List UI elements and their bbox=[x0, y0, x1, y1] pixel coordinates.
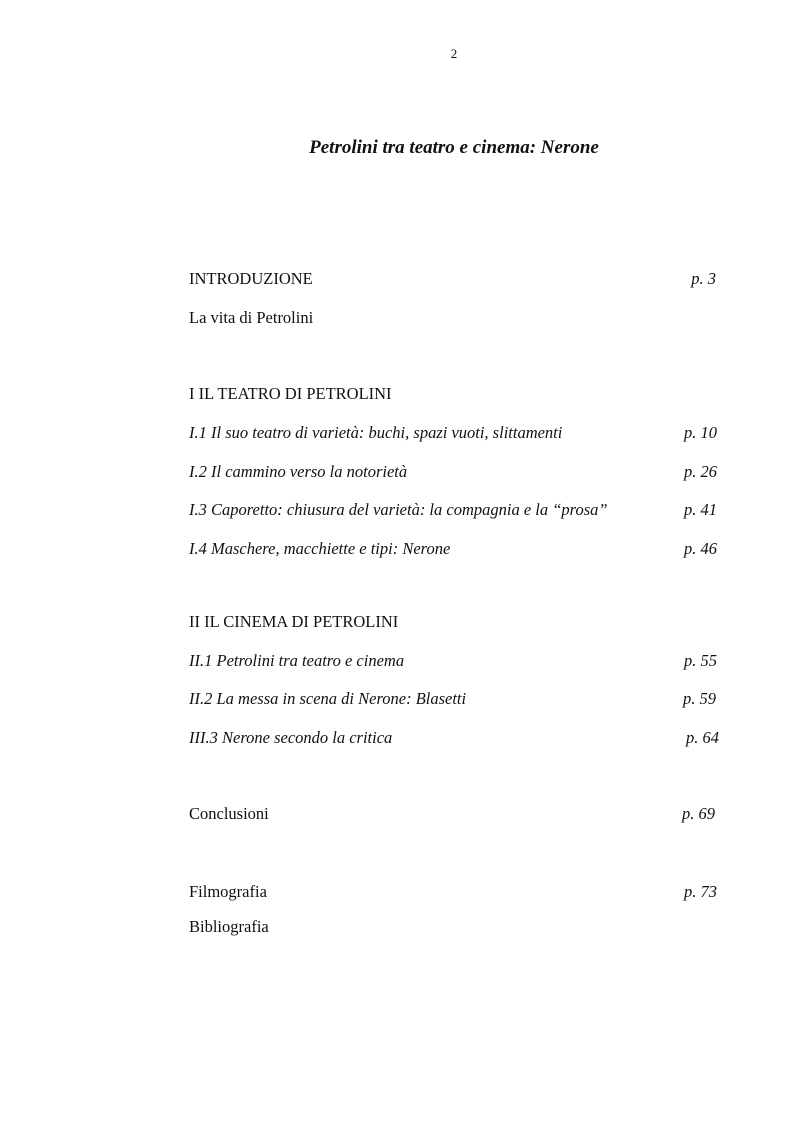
toc-page: p. 26 bbox=[684, 462, 717, 481]
toc-row-vita bbox=[189, 307, 719, 329]
page-number: 2 bbox=[450, 46, 458, 61]
toc-page: p. 3 bbox=[691, 269, 716, 288]
toc-row-filmografia bbox=[189, 881, 719, 903]
page-title: Petrolini tra teatro e cinema: Nerone bbox=[309, 137, 599, 158]
toc-row-i3 bbox=[189, 499, 719, 521]
toc-label: II.1 Petrolini tra teatro e cinema bbox=[189, 651, 405, 670]
toc-row-ii2 bbox=[189, 688, 719, 710]
toc-label: I IL TEATRO DI PETROLINI bbox=[189, 384, 392, 403]
toc-row-i2 bbox=[189, 461, 719, 483]
toc-page: p. 46 bbox=[684, 539, 717, 558]
toc-label: La vita di Petrolini bbox=[189, 308, 314, 327]
toc-label: II IL CINEMA DI PETROLINI bbox=[189, 612, 399, 631]
toc-label: II.2 La messa in scena di Nerone: Blasetti bbox=[189, 689, 467, 708]
toc-page: p. 10 bbox=[684, 423, 717, 442]
toc-page: p. 64 bbox=[686, 728, 719, 747]
toc-row-i1 bbox=[189, 422, 719, 444]
toc-label: Conclusioni bbox=[189, 804, 269, 823]
toc-page: p. 41 bbox=[684, 500, 717, 519]
toc-label: Filmografia bbox=[189, 882, 267, 901]
toc-label: INTRODUZIONE bbox=[189, 269, 313, 288]
toc-row-iii3 bbox=[189, 727, 719, 749]
toc-page: p. 69 bbox=[682, 804, 715, 823]
toc-page: p. 55 bbox=[684, 651, 717, 670]
toc-row-conclusioni bbox=[189, 803, 719, 825]
toc-label: I.2 Il cammino verso la notorietà bbox=[189, 462, 408, 481]
toc-row-bibliografia bbox=[189, 916, 719, 938]
toc-label: III.3 Nerone secondo la critica bbox=[189, 728, 393, 747]
toc-label: I.3 Caporetto: chiusura del varietà: la compagnia e la “prosa” bbox=[189, 500, 608, 519]
toc-label: I.1 Il suo teatro di varietà: buchi, spazi vuoti, slittamenti bbox=[189, 423, 563, 442]
toc-row-i4 bbox=[189, 538, 719, 560]
toc-page: p. 59 bbox=[683, 689, 716, 708]
toc-label: I.4 Maschere, macchiette e tipi: Nerone bbox=[189, 539, 451, 558]
toc-label: Bibliografia bbox=[189, 917, 269, 936]
toc-row-introduzione bbox=[189, 268, 719, 290]
toc-heading-part2 bbox=[189, 611, 719, 633]
toc-heading-part1 bbox=[189, 383, 719, 405]
toc-page: p. 73 bbox=[684, 882, 717, 901]
toc-row-ii1 bbox=[189, 650, 719, 672]
